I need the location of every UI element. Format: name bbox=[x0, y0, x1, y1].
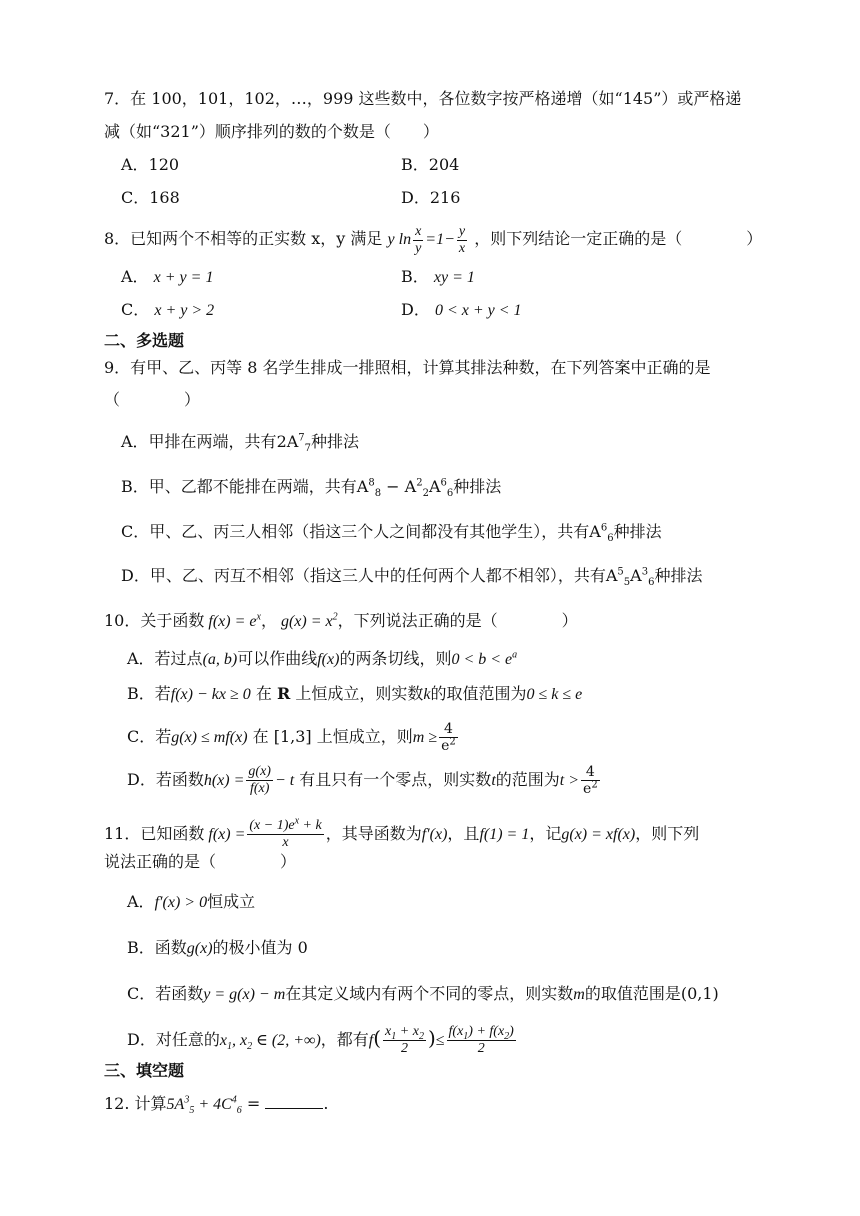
q11-option-c: C．若函数y = g(x) − m在其定义域内有两个不同的零点，则实数m的取值范围是(0,1) bbox=[127, 984, 719, 1003]
q9-option-a: A．甲排在两端，共有$2A^7_7$种排法 bbox=[121, 432, 360, 455]
q8-option-b: B． xy = 1 bbox=[401, 267, 475, 286]
q10-option-b: B．若f(x) − kx ≥ 0 在 R 上恒成立，则实数k的取值范围为0 ≤ k ≤ e bbox=[127, 684, 583, 703]
q7-option-a: A．120 bbox=[121, 155, 180, 174]
q8-prefix: 8．已知两个不相等的正实数 x，y 满足 bbox=[104, 229, 383, 249]
q12-stem: 12. 计算$5A^3_5 + 4C^4_6$ = . bbox=[104, 1094, 329, 1117]
section-heading-multiple-choice: 二、多选题 bbox=[104, 331, 185, 350]
q11-option-a: A．f′(x) > 0恒成立 bbox=[127, 892, 256, 911]
q10-option-c: C．若g(x) ≤ mf(x) 在 [1,3] 上恒成立，则m ≥ $\frac{4}{e^2}$ bbox=[127, 721, 456, 754]
q10-stem: 10．关于函数 $f(x) = e^x$， $g(x) = x^2$，下列说法正确的是（ ） bbox=[104, 611, 578, 630]
section-heading-fill-in-blank: 三、填空题 bbox=[104, 1061, 185, 1080]
q8-option-a: A． x + y = 1 bbox=[121, 267, 214, 286]
q7-option-c: C．168 bbox=[121, 188, 180, 207]
q8-suffix: ，则下列结论一定正确的是（ ） bbox=[474, 229, 763, 249]
q11-option-d: D．对任意的$x_1$, $x_2$ ∈ (2, +∞)，都有f( $\frac{x_1 + x_2}{2}$ )≤ $\frac{f(x_1) + f(x_2)}{2}$ bbox=[127, 1024, 514, 1056]
answer-blank[interactable] bbox=[265, 1092, 323, 1109]
q8-stem bbox=[104, 224, 762, 257]
q11-option-b: B．函数g(x)的极小值为 0 bbox=[127, 938, 308, 957]
q8-condition-formula: y ln $\frac{x}{y}$ =1− $\frac{y}{x}$ bbox=[387, 224, 466, 256]
q11-stem-line1: 11．已知函数 f(x) = $\frac{(x - 1)e^x + k}{x}$ ，其导函数为f′(x)，且f(1) = 1，记g(x) = xf(x)，则下列 bbox=[104, 815, 700, 850]
q7-option-d: D．216 bbox=[401, 188, 461, 207]
q8-option-c: C． x + y > 2 bbox=[121, 300, 215, 319]
q9-option-d: D．甲、乙、丙互不相邻（指这三人中的任何两个人都不相邻），共有$A^5_5A^3_6$种排法 bbox=[121, 566, 703, 589]
q11-stem-line2: 说法正确的是（ ） bbox=[104, 852, 297, 871]
q8-option-d: D． 0 < x + y < 1 bbox=[401, 300, 522, 319]
q9-option-c: C．甲、乙、丙三人相邻（指这三个人之间都没有其他学生），共有$A^6_6$种排法 bbox=[121, 522, 662, 545]
q10-option-a: A．若过点(a, b)可以作曲线f(x)的两条切线，则$0 < b < e^a$ bbox=[127, 649, 518, 668]
q9-stem-line1: 9．有甲、乙、丙等 8 名学生排成一排照相，计算其排法种数，在下列答案中正确的是 bbox=[104, 358, 711, 377]
q7-stem-line1: 7．在 100，101，102，…，999 这些数中，各位数字按严格递增（如“145”）或严格递 bbox=[104, 89, 742, 108]
q7-stem-line2: 减（如“321”）顺序排列的数的个数是（ ） bbox=[104, 122, 439, 141]
q10-option-d: D．若函数h(x) = $\frac{g(x)}{f(x)}$ − t 有且只有一个零点，则实数t的范围为t > $\frac{4}{e^2}$ bbox=[127, 764, 598, 797]
q9-stem-line2: （ ） bbox=[104, 390, 201, 409]
q7-option-b: B．204 bbox=[401, 155, 460, 174]
q9-option-b: B．甲、乙都不能排在两端，共有$A^8_8 - A^2_2A^6_6$种排法 bbox=[121, 477, 502, 500]
